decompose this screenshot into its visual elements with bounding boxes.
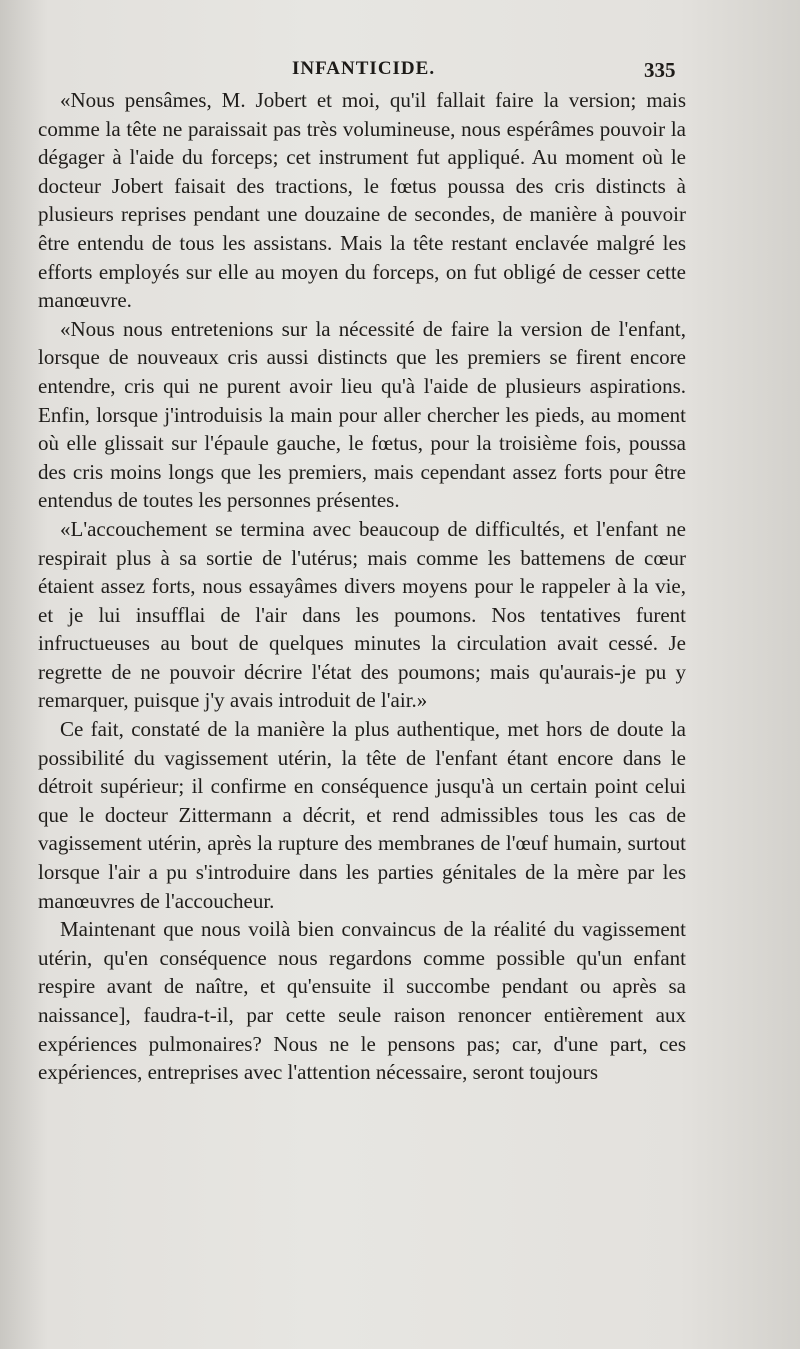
paragraph: «L'accouchement se termina avec beaucoup de difficultés, et l'enfant ne respirait plus à sa sortie de l'utérus; mais comme les battemens de cœur étaient assez forts, nous essayâmes divers moyens pour le rappeler à la vie, et je lui insufflai de l'air dans les poumons. Nos tentatives furent infructueuses au bout de quelques minutes la circulation avait cessé. Je regrette de ne pouvoir décrire l'état des poumons; mais qu'aurais-je pu y remarquer, puisque j'y avais introduit de l'air.»	[38, 516, 686, 713]
running-title: INFANTICIDE.	[292, 58, 436, 79]
paragraph: «Nous nous entretenions sur la nécessité de faire la version de l'enfant, lorsque de nouveaux cris aussi distincts que les premiers se firent encore entendre, cris qui ne purent avoir lieu qu'à l'aide de plusieurs aspirations. Enfin, lorsque j'introduisis la main pour aller chercher les pieds, au moment où elle glissait sur l'épaule gauche, le fœtus, pour la troisième fois, poussa des cris moins longs que les premiers, mais cependant assez forts pour être entendus de toutes les personnes présentes.	[38, 316, 686, 513]
paragraph: «Nous pensâmes, M. Jobert et moi, qu'il fallait faire la version; mais comme la tête ne paraissait pas très volumineuse, nous espérâmes pouvoir la dégager à l'aide du forceps; cet instrument fut appliqué. Au moment où le docteur Jobert faisait des tractions, le fœtus poussa des cris distincts à plusieurs reprises pendant une douzaine de secondes, de manière à pouvoir être entendu de tous les assistans. Mais la tête restant enclavée malgré les efforts employés sur elle au moyen du forceps, on fut obligé de cesser cette manœuvre.	[38, 88, 686, 313]
body-text	[38, 86, 686, 1087]
page-header	[0, 58, 800, 88]
page-number: 335	[644, 58, 676, 82]
paragraph: Maintenant que nous voilà bien convaincus de la réalité du vagissement utérin, qu'en conséquence nous regardons comme possible qu'un enfant respire avant de naître, et qu'ensuite il succombe pendant ou après sa naissance], faudra-t-il, par cette seule raison renoncer entièrement aux expériences pulmonaires? Nous ne le pensons pas; car, d'une part, ces expériences, entreprises avec l'attention nécessaire, seront toujours	[38, 917, 686, 1085]
paragraph: Ce fait, constaté de la manière la plus authentique, met hors de doute la possibilité du vagissement utérin, la tête de l'enfant étant encore dans le détroit supérieur; il confirme en conséquence jusqu'à un certain point celui que le docteur Zittermann a décrit, et rend admissibles tous les cas de vagissement utérin, après la rupture des membranes de l'œuf humain, surtout lorsque l'air a pu s'introduire dans les parties génitales de la mère par les manœuvres de l'accoucheur.	[38, 717, 686, 913]
